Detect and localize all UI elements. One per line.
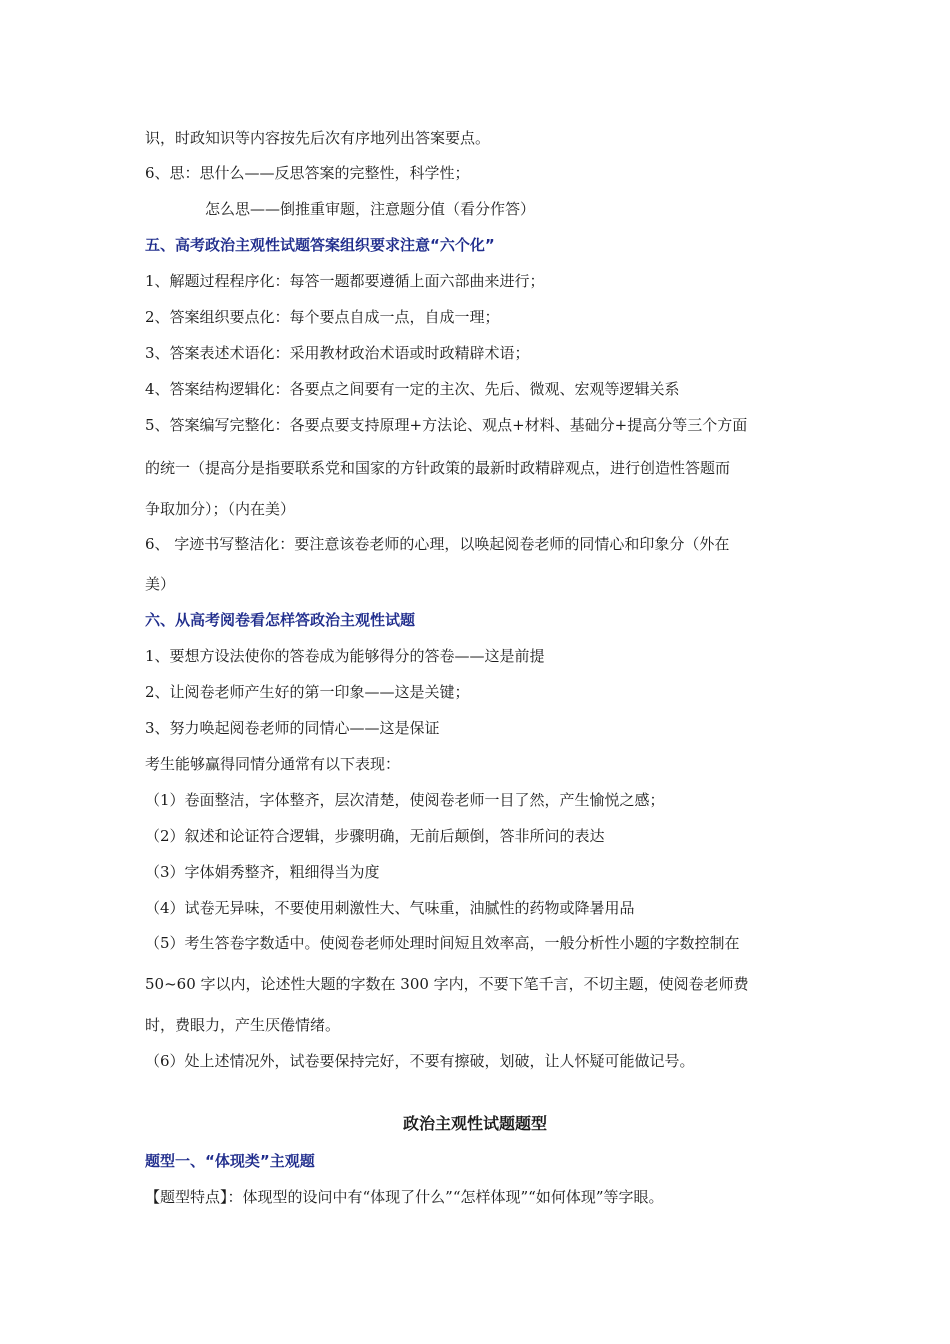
text-line: （1）卷面整洁，字体整齐，层次清楚，使阅卷老师一目了然，产生愉悦之感；	[145, 791, 665, 809]
text-line: 2、答案组织要点化：每个要点自成一点，自成一理；	[145, 308, 500, 326]
text-line: 争取加分）；（内在美）	[145, 500, 296, 518]
text-line: 【题型特点】：体现型的设问中有“体现了什么”“怎样体现”“如何体现”等字眼。	[145, 1188, 664, 1206]
text-line: 识，时政知识等内容按先后次有序地列出答案要点。	[145, 129, 491, 147]
text-line: 时，费眼力，产生厌倦情绪。	[145, 1016, 341, 1034]
text-line: 1、解题过程程序化：每答一题都要遵循上面六部曲来进行；	[145, 272, 545, 290]
text-line: 美）	[145, 575, 176, 593]
text-line: 3、努力唤起阅卷老师的同情心——这是保证	[145, 719, 440, 737]
text-line: 6、思：思什么——反思答案的完整性，科学性；	[145, 164, 470, 182]
text-line: 的统一（提高分是指要联系党和国家的方针政策的最新时政精辟观点，进行创造性答题而	[145, 459, 731, 477]
text-line: 怎么思——倒推重审题，注意题分值（看分作答）	[205, 200, 536, 218]
text-line: 2、让阅卷老师产生好的第一印象——这是关键；	[145, 683, 470, 701]
text-line: 3、答案表述术语化：采用教材政治术语或时政精辟术语；	[145, 344, 530, 362]
section-heading-6: 六、从高考阅卷看怎样答政治主观性试题	[145, 611, 416, 629]
text-line: 4、答案结构逻辑化：各要点之间要有一定的主次、先后、微观、宏观等逻辑关系	[145, 380, 680, 398]
text-line: （2）叙述和论证符合逻辑，步骤明确，无前后颠倒，答非所问的表达	[145, 827, 605, 845]
text-line: 6、 字迹书写整洁化：要注意该卷老师的心理，以唤起阅卷老师的同情心和印象分（外在	[145, 535, 730, 553]
text-line: 5、答案编写完整化：各要点要支持原理+方法论、观点+材料、基础分+提高分等三个方面	[145, 416, 748, 434]
text-line: 50~60 字以内，论述性大题的字数在 300 字内，不要下笔千言，不切主题，使阅卷老师费	[145, 975, 749, 993]
section-heading-5: 五、高考政治主观性试题答案组织要求注意“六个化”	[145, 236, 495, 254]
text-line: 1、要想方设法使你的答卷成为能够得分的答卷——这是前提	[145, 647, 545, 665]
text-line: （5）考生答卷字数适中。使阅卷老师处理时间短且效率高，一般分析性小题的字数控制在	[145, 934, 740, 952]
text-line: （4）试卷无异味，不要使用刺激性大、气味重，油腻性的药物或降暑用品	[145, 899, 635, 917]
section-title: 政治主观性试题题型	[402, 1114, 547, 1133]
question-type-heading: 题型一、“体现类”主观题	[145, 1152, 315, 1170]
text-line: （6）处上述情况外，试卷要保持完好，不要有擦破，划破，让人怀疑可能做记号。	[145, 1052, 695, 1070]
text-line: 考生能够赢得同情分通常有以下表现：	[145, 755, 401, 773]
text-line: （3）字体娟秀整齐，粗细得当为度	[145, 863, 380, 881]
